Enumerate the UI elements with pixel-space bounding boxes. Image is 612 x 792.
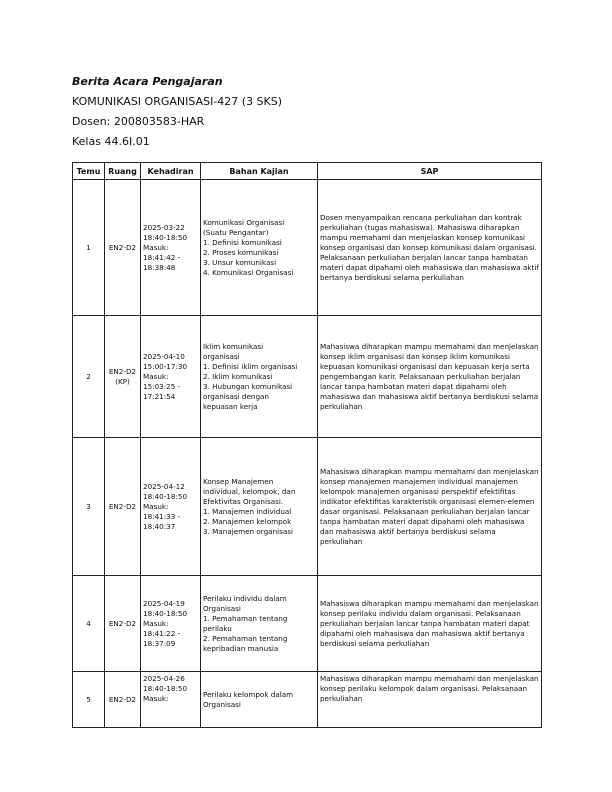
cell-bahan-kajian-line: 1. Definisi iklim organisasi xyxy=(203,361,298,371)
cell-ruang-line: EN2-D2 xyxy=(108,618,137,628)
cell-sap: Mahasiswa diharapkan mampu memahami dan menjelaskan konsep perilaku individu dalam organisasi. Pelaksanaan perkuliahan berjalan lancar tanpa hambatan materi dapat dipahami oleh mahasiswa dan mahasiswa aktif bertanya berdiskusi selama perkuliahan xyxy=(318,576,542,672)
cell-bahan-kajian-line: Komunikasi Organisasi xyxy=(203,217,285,227)
cell-bahan-kajian-line: 2. Iklim komunikasi xyxy=(203,371,273,381)
document-title: Berita Acara Pengajaran xyxy=(72,75,223,88)
cell-bahan-kajian-line: 1. Pemahaman tentang xyxy=(203,613,288,623)
cell-temu: 3 xyxy=(73,438,105,576)
column-header-ruang: Ruang xyxy=(105,163,141,180)
cell-bahan-kajian-line: Iklim komunikasi xyxy=(203,341,264,351)
cell-ruang xyxy=(105,180,141,316)
cell-bahan-kajian xyxy=(201,672,318,728)
cell-kehadiran-line: 2025-03-22 xyxy=(143,222,185,232)
cell-bahan-kajian-line: 1. Definisi komunikasi xyxy=(203,237,282,247)
cell-kehadiran-line: 18:38:48 xyxy=(143,262,176,272)
cell-ruang-line: EN2-D2 xyxy=(108,242,137,252)
cell-kehadiran-line: Masuk: xyxy=(143,501,169,511)
cell-kehadiran-line: 2025-04-12 xyxy=(143,481,185,491)
cell-bahan-kajian-line: kepribadian manusia xyxy=(203,643,279,653)
course-name: KOMUNIKASI ORGANISASI-427 (3 SKS) xyxy=(72,95,283,108)
cell-kehadiran-line: 15:03:25 - xyxy=(143,381,181,391)
cell-sap: Mahasiswa diharapkan mampu memahami dan menjelaskan konsep perilaku kelompok dalam organisasi. Pelaksanaan perkuliahan xyxy=(318,672,542,728)
cell-kehadiran-line: 18:40:37 xyxy=(143,521,176,531)
cell-ruang xyxy=(105,672,141,728)
cell-bahan-kajian-line: Organisasi xyxy=(203,603,241,613)
cell-kehadiran-line: Masuk: xyxy=(143,371,169,381)
cell-kehadiran-line: 18:40-18:50 xyxy=(143,608,188,618)
cell-kehadiran-line: 18:40-18:50 xyxy=(143,491,188,501)
table-row xyxy=(73,316,542,438)
document-header xyxy=(72,72,542,152)
cell-ruang xyxy=(105,316,141,438)
cell-bahan-kajian-line: 3. Hubungan komunikasi xyxy=(203,381,293,391)
cell-bahan-kajian-line: 2. Manajemen kelompok xyxy=(203,516,292,526)
table-row xyxy=(73,576,542,672)
cell-bahan-kajian-line: 3. Unsur komunikasi xyxy=(203,257,277,267)
cell-sap: Dosen menyampaikan rencana perkuliahan dan kontrak perkuliahan (tugas mahasiswa). Mahasiswa diharapkan mampu memahami dan menjelaskan konsep komunikasi konsep organisasi dan konsep komunikasi dalam organisasi. Pelaksanaan perkuliahan berjalan lancar tanpa hambatan materi dapat dipahami oleh mahasiswa dan mahasiswa aktif bertanya berdiskusi selama perkuliahan xyxy=(318,180,542,316)
cell-kehadiran-line: 18:41:22 - xyxy=(143,628,181,638)
cell-sap: Mahasiswa diharapkan mampu memahami dan menjelaskan konsep iklim organisasi dan konsep iklim komunikasi kepuasan komunikasi organisasi dan kepuasan kerja serta pengembangan karir. Pelaksanaan perkuliahan berjalan lancar tanpa hambatan materi dapat dipahami oleh mahasiswa dan mahasiswa aktif bertanya berdiskusi selama perkuliahan xyxy=(318,316,542,438)
cell-bahan-kajian xyxy=(201,438,318,576)
cell-kehadiran-line: Masuk: xyxy=(143,694,169,703)
cell-ruang xyxy=(105,438,141,576)
cell-temu: 1 xyxy=(73,180,105,316)
column-header-sap: SAP xyxy=(318,163,542,180)
cell-kehadiran xyxy=(141,438,201,576)
teaching-record-table xyxy=(72,162,542,728)
cell-bahan-kajian-line: 2. Pemahaman tentang xyxy=(203,633,288,643)
cell-sap: Mahasiswa diharapkan mampu memahami dan menjelaskan konsep manajemen manajemen individual manajemen kelompok manajemen organisasi perspektif efektifitas indikator efektifitas karakteristik organisasi elemen-elemen dasar organisasi. Pelaksanaan perkuliahan berjalan lancar tanpa hambatan materi dapat dipahami oleh mahasiswa dan mahasiswa aktif bertanya berdiskusi selama perkuliahan xyxy=(318,438,542,576)
table-row xyxy=(73,672,542,728)
table-header-row xyxy=(73,163,542,180)
cell-bahan-kajian-line: Perilaku kelompok dalam xyxy=(203,689,294,699)
cell-kehadiran-line: 2025-04-10 xyxy=(143,351,185,361)
cell-kehadiran-line: 18:40-18:50 xyxy=(143,232,188,242)
column-header-temu: Temu xyxy=(73,163,105,180)
cell-bahan-kajian-line: organisasi xyxy=(203,351,240,361)
cell-ruang-line: EN2-D2 xyxy=(108,694,137,704)
cell-bahan-kajian-line: 4. Komunikasi Organisasi xyxy=(203,267,294,277)
lecturer-id: Dosen: 200803583-HAR xyxy=(72,115,205,128)
cell-kehadiran-line: Masuk: xyxy=(143,242,169,252)
cell-kehadiran-line: 18:41:42 - xyxy=(143,252,181,262)
cell-temu: 4 xyxy=(73,576,105,672)
cell-bahan-kajian-line: kepuasan kerja xyxy=(203,401,258,411)
cell-kehadiran xyxy=(141,672,201,728)
table-row xyxy=(73,438,542,576)
cell-kehadiran xyxy=(141,180,201,316)
cell-bahan-kajian-line: organisasi dengan xyxy=(203,391,269,401)
cell-bahan-kajian xyxy=(201,180,318,316)
cell-bahan-kajian-line: 1. Manajemen individual xyxy=(203,506,292,516)
cell-kehadiran-line: 15:00-17:30 xyxy=(143,361,188,371)
cell-ruang-line: (KP) xyxy=(115,376,130,386)
cell-kehadiran-line: 18:41:33 - xyxy=(143,511,181,521)
cell-bahan-kajian-line: individual, kelompok, dan xyxy=(203,486,296,496)
cell-bahan-kajian xyxy=(201,576,318,672)
class-id: Kelas 44.6I.01 xyxy=(72,135,150,148)
cell-bahan-kajian-line: perilaku xyxy=(203,623,232,633)
cell-kehadiran-line: 2025-04-26 xyxy=(143,674,185,683)
cell-bahan-kajian xyxy=(201,316,318,438)
cell-bahan-kajian-line: Konsep Manajemen xyxy=(203,476,274,486)
cell-bahan-kajian-line: 3. Manajemen organisasi xyxy=(203,526,294,536)
cell-ruang-line: EN2-D2 xyxy=(108,366,137,376)
cell-ruang-line: EN2-D2 xyxy=(108,501,137,511)
cell-ruang xyxy=(105,576,141,672)
column-header-kehadiran: Kehadiran xyxy=(141,163,201,180)
cell-kehadiran-line: 18:37:09 xyxy=(143,638,176,648)
table-row xyxy=(73,180,542,316)
cell-bahan-kajian-line: Organisasi xyxy=(203,699,241,709)
cell-kehadiran xyxy=(141,576,201,672)
cell-kehadiran-line: 2025-04-19 xyxy=(143,598,185,608)
cell-bahan-kajian-line: (Suatu Pengantar) xyxy=(203,227,269,237)
cell-bahan-kajian-line: 2. Proses komunikasi xyxy=(203,247,279,257)
cell-kehadiran xyxy=(141,316,201,438)
table-body xyxy=(73,180,542,728)
cell-bahan-kajian-line: Perilaku individu dalam xyxy=(203,593,287,603)
column-header-bahan-kajian: Bahan Kajian xyxy=(201,163,318,180)
cell-bahan-kajian-line: Efektivitas Organisasi. xyxy=(203,496,284,506)
cell-temu: 5 xyxy=(73,672,105,728)
cell-kehadiran-line: Masuk: xyxy=(143,618,169,628)
cell-kehadiran-line: 18:40-18:50 xyxy=(143,684,188,693)
cell-kehadiran-line: 17:21:54 xyxy=(143,391,176,401)
cell-temu: 2 xyxy=(73,316,105,438)
